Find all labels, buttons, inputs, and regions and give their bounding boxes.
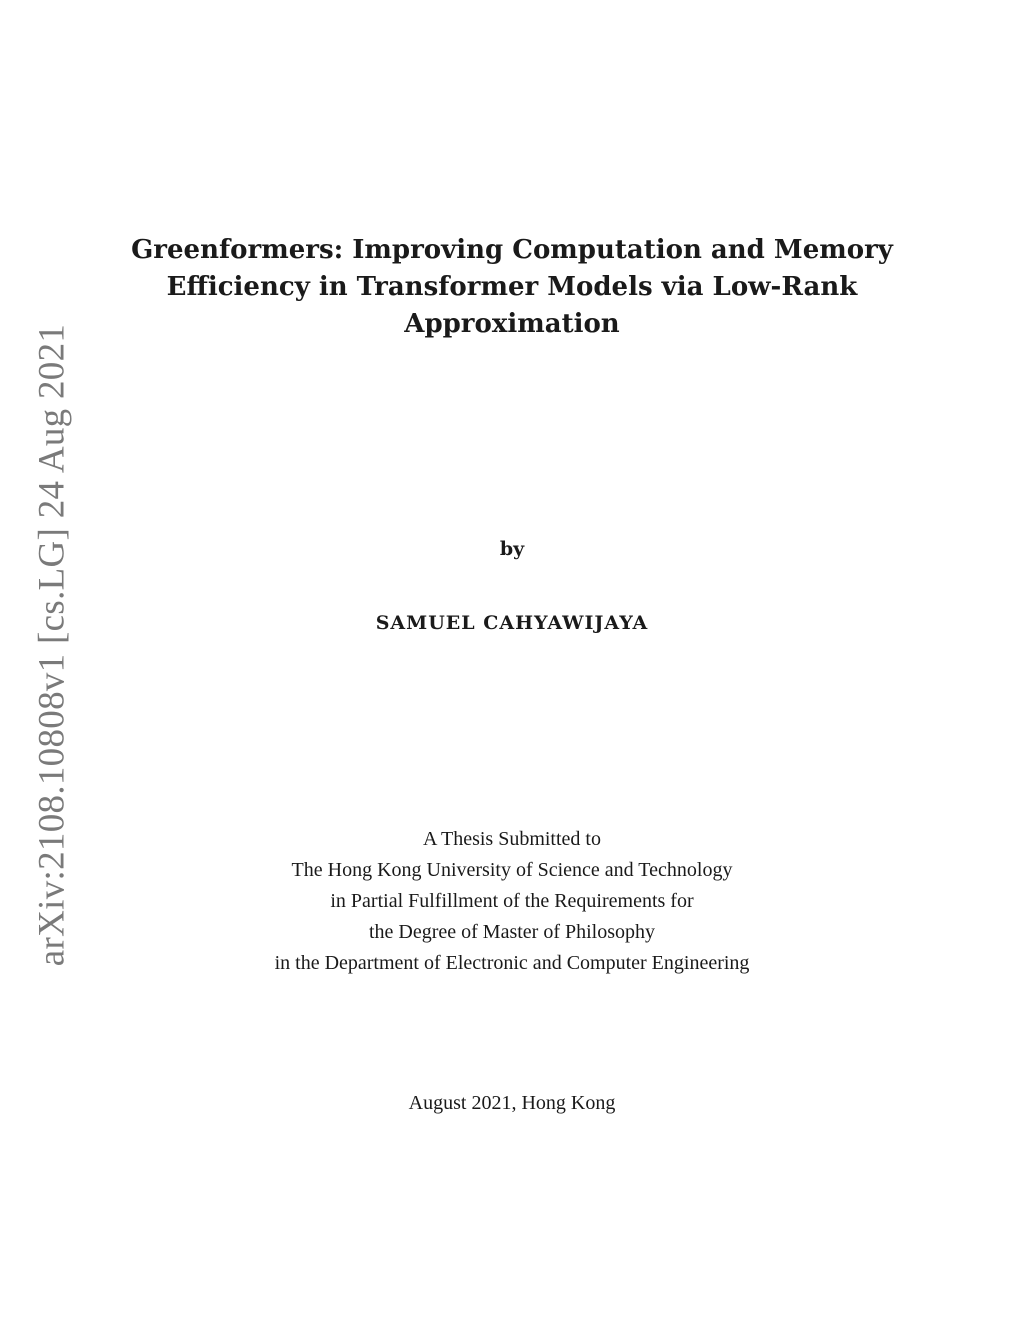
submission-line-1: A Thesis Submitted to xyxy=(423,828,601,850)
arxiv-identifier-stamp: arXiv:2108.10808v1 [cs.LG] 24 Aug 2021 xyxy=(31,323,73,967)
submission-line-2: The Hong Kong University of Science and Technology xyxy=(291,859,733,881)
submission-line-5: in the Department of Electronic and Computer Engineering xyxy=(274,952,750,974)
thesis-title-line-2: Efficiency in Transformer Models via Low-Rank xyxy=(166,272,858,302)
author-name: SAMUEL CAHYAWIJAYA xyxy=(375,612,649,634)
date-and-place: August 2021, Hong Kong xyxy=(408,1092,616,1114)
thesis-title-line-3: Approximation xyxy=(404,309,620,339)
submission-line-3: in Partial Fulfillment of the Requirements for xyxy=(330,890,694,912)
submission-statement xyxy=(0,824,1024,979)
submission-line-4: the Degree of Master of Philosophy xyxy=(368,921,656,943)
thesis-title xyxy=(100,232,924,343)
by-label: by xyxy=(499,538,525,560)
thesis-title-line-1: Greenformers: Improving Computation and Memory xyxy=(131,235,893,265)
